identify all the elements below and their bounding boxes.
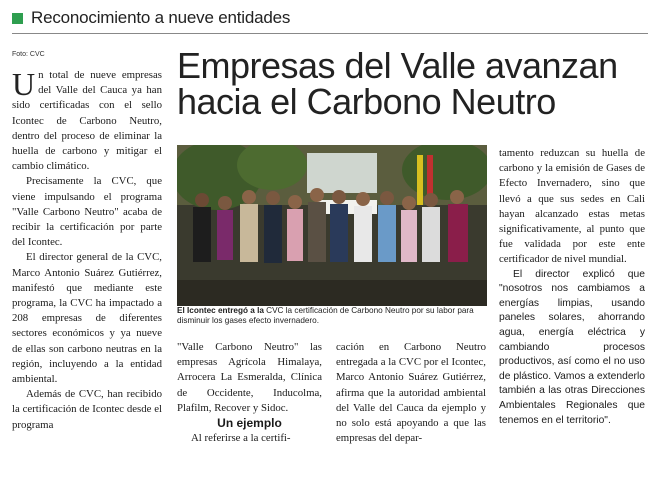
group-photo-illustration [177,145,487,306]
drop-cap: U [12,66,36,102]
caption-bold: El Icontec entregó a la [177,306,264,315]
paragraph-7: cación en Carbono Neutro entregada a la CVC por el Icontec, Marco Antonio Suárez Gutiérrez, afirma que la autoridad ambiental del Valle del Cauca da ejemplo y no solo está apoyando a que las empresas del depar- [336,341,486,445]
paragraph-5: "Valle Carbono Neutro" las empresas Agrícola Himalaya, Arrocera La Esmeralda, Clínica de Occidente, Inducolma, Plafilm, Recover y Sidoc. [177,341,322,414]
paragraph-1-text: n total de nueve empresas del Valle del Cauca ya han sido certificadas con el sello Icontec de Carbono Neutro, dentro del proceso de eliminar la huella de carbono y mitigar el cambio climático. [12,69,162,173]
article-column-3 [336,340,486,446]
article-column-1 [12,68,162,433]
paragraph-8: tamento reduzcan su huella de carbono y la emisión de Gases de Efecto Invernadero, sino que llevó a que sus sedes en Cali hayan alcanzado estas metas significativamente, al punto que fue validada por este ente certificador de nivel mundial. [499,147,645,266]
photo-caption [177,306,487,326]
paragraph-9: El director explicó que "nosotros nos cambiamos a energías limpias, usando paneles solares, ahorrando agua, energía eléctrica y cambiando procesos productivos, así como el no uso de plástico. Vamos a extenderlo también a las otras Direcciones Ambientales Regionales que tenemos en el territorio". [499,268,645,426]
headline: Empresas del Valle avanzan hacia el Carbono Neutro [177,45,618,122]
kicker-square-icon [12,13,23,24]
paragraph-6: Al referirse a la certifi- [191,432,291,445]
news-photo [177,145,487,306]
kicker-text: Reconocimiento a nueve entidades [31,8,291,27]
photo-credit: Foto: CVC [12,51,45,58]
paragraph-3: El director general de la CVC, Marco Antonio Suárez Gutiérrez, manifestó que mediante este programa, la CVC ha impactado a 208 empresas de diferentes sectores económicos y ya nueve de ellas son carbono neutras en la región, incluyendo a la entidad ambiental. [12,251,162,386]
section-kicker [12,6,290,30]
caption-text: CVC la certificación de Carbono Neutro por su labor para disminuir los gases efecto invernadero. [177,306,474,325]
header-rule [12,33,648,34]
article-column-2 [177,340,322,446]
subheading: Un ejemplo [217,416,282,431]
paragraph-4: Además de CVC, han recibido la certificación de Icontec desde el programa [12,388,162,431]
article-column-4 [499,146,645,428]
paragraph-1 [12,68,162,174]
paragraph-2: Precisamente la CVC, que viene impulsando el programa "Valle Carbono Neutro" acaba de recibir la certificación por parte del Icontec. [12,175,162,249]
